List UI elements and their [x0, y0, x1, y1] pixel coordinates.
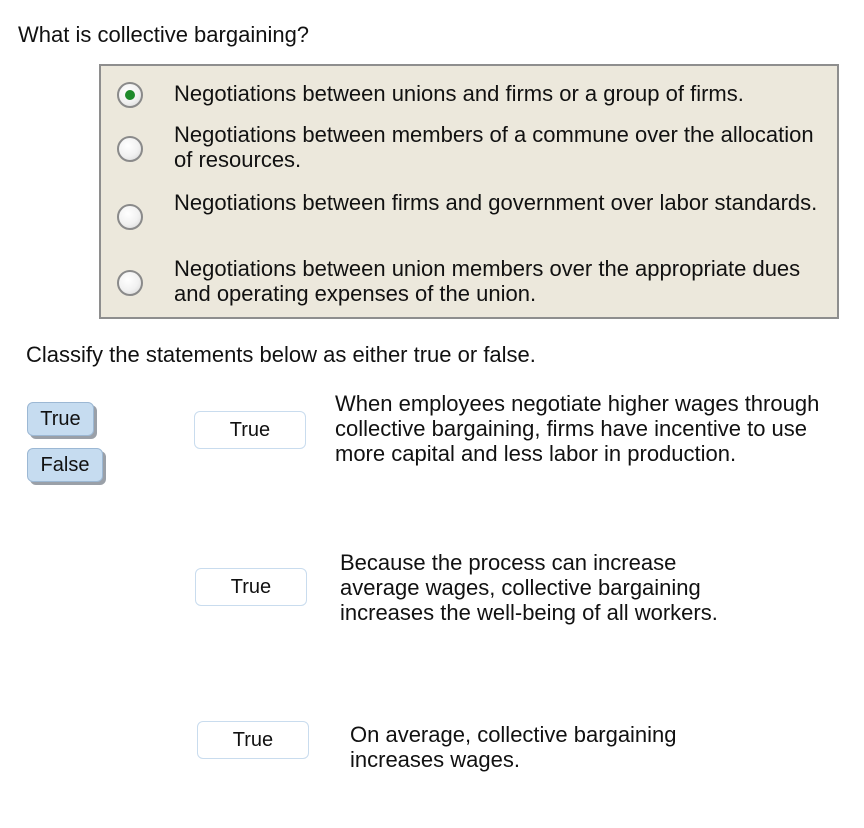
answer-option-label: Negotiations between members of a commune over the allocation of resources. [174, 122, 814, 172]
false-chip[interactable]: False [27, 448, 103, 482]
answer-option-2[interactable] [101, 122, 837, 174]
radio-selected-dot [125, 90, 135, 100]
statement-1-text: When employees negotiate higher wages through collective bargaining, firms have incentive to use more capital and less labor in production. [335, 391, 820, 466]
statement-3-answer-slot[interactable]: True [197, 721, 309, 759]
answer-option-1[interactable] [101, 78, 837, 118]
answer-options-panel [99, 64, 839, 319]
answer-option-label: Negotiations between unions and firms or a group of firms. [174, 81, 744, 106]
statement-2-text: Because the process can increase average wages, collective bargaining increases the well-being of all workers. [340, 550, 718, 625]
radio-button[interactable] [117, 204, 143, 230]
statement-1-answer-slot[interactable]: True [194, 411, 306, 449]
statement-2-answer-slot[interactable]: True [195, 568, 307, 606]
answer-option-label: Negotiations between union members over the appropriate dues and operating expenses of the union. [174, 256, 801, 306]
statement-3-text: On average, collective bargaining increases wages. [350, 722, 677, 772]
radio-button[interactable] [117, 270, 143, 296]
classify-instruction: Classify the statements below as either true or false. [26, 342, 536, 367]
radio-button-selected[interactable] [117, 82, 143, 108]
answer-option-4[interactable] [101, 256, 837, 308]
question-text: What is collective bargaining? [18, 22, 310, 47]
true-chip[interactable]: True [27, 402, 94, 436]
answer-option-3[interactable] [101, 190, 837, 242]
radio-button[interactable] [117, 136, 143, 162]
answer-option-label: Negotiations between firms and government over labor standards. [174, 190, 818, 215]
